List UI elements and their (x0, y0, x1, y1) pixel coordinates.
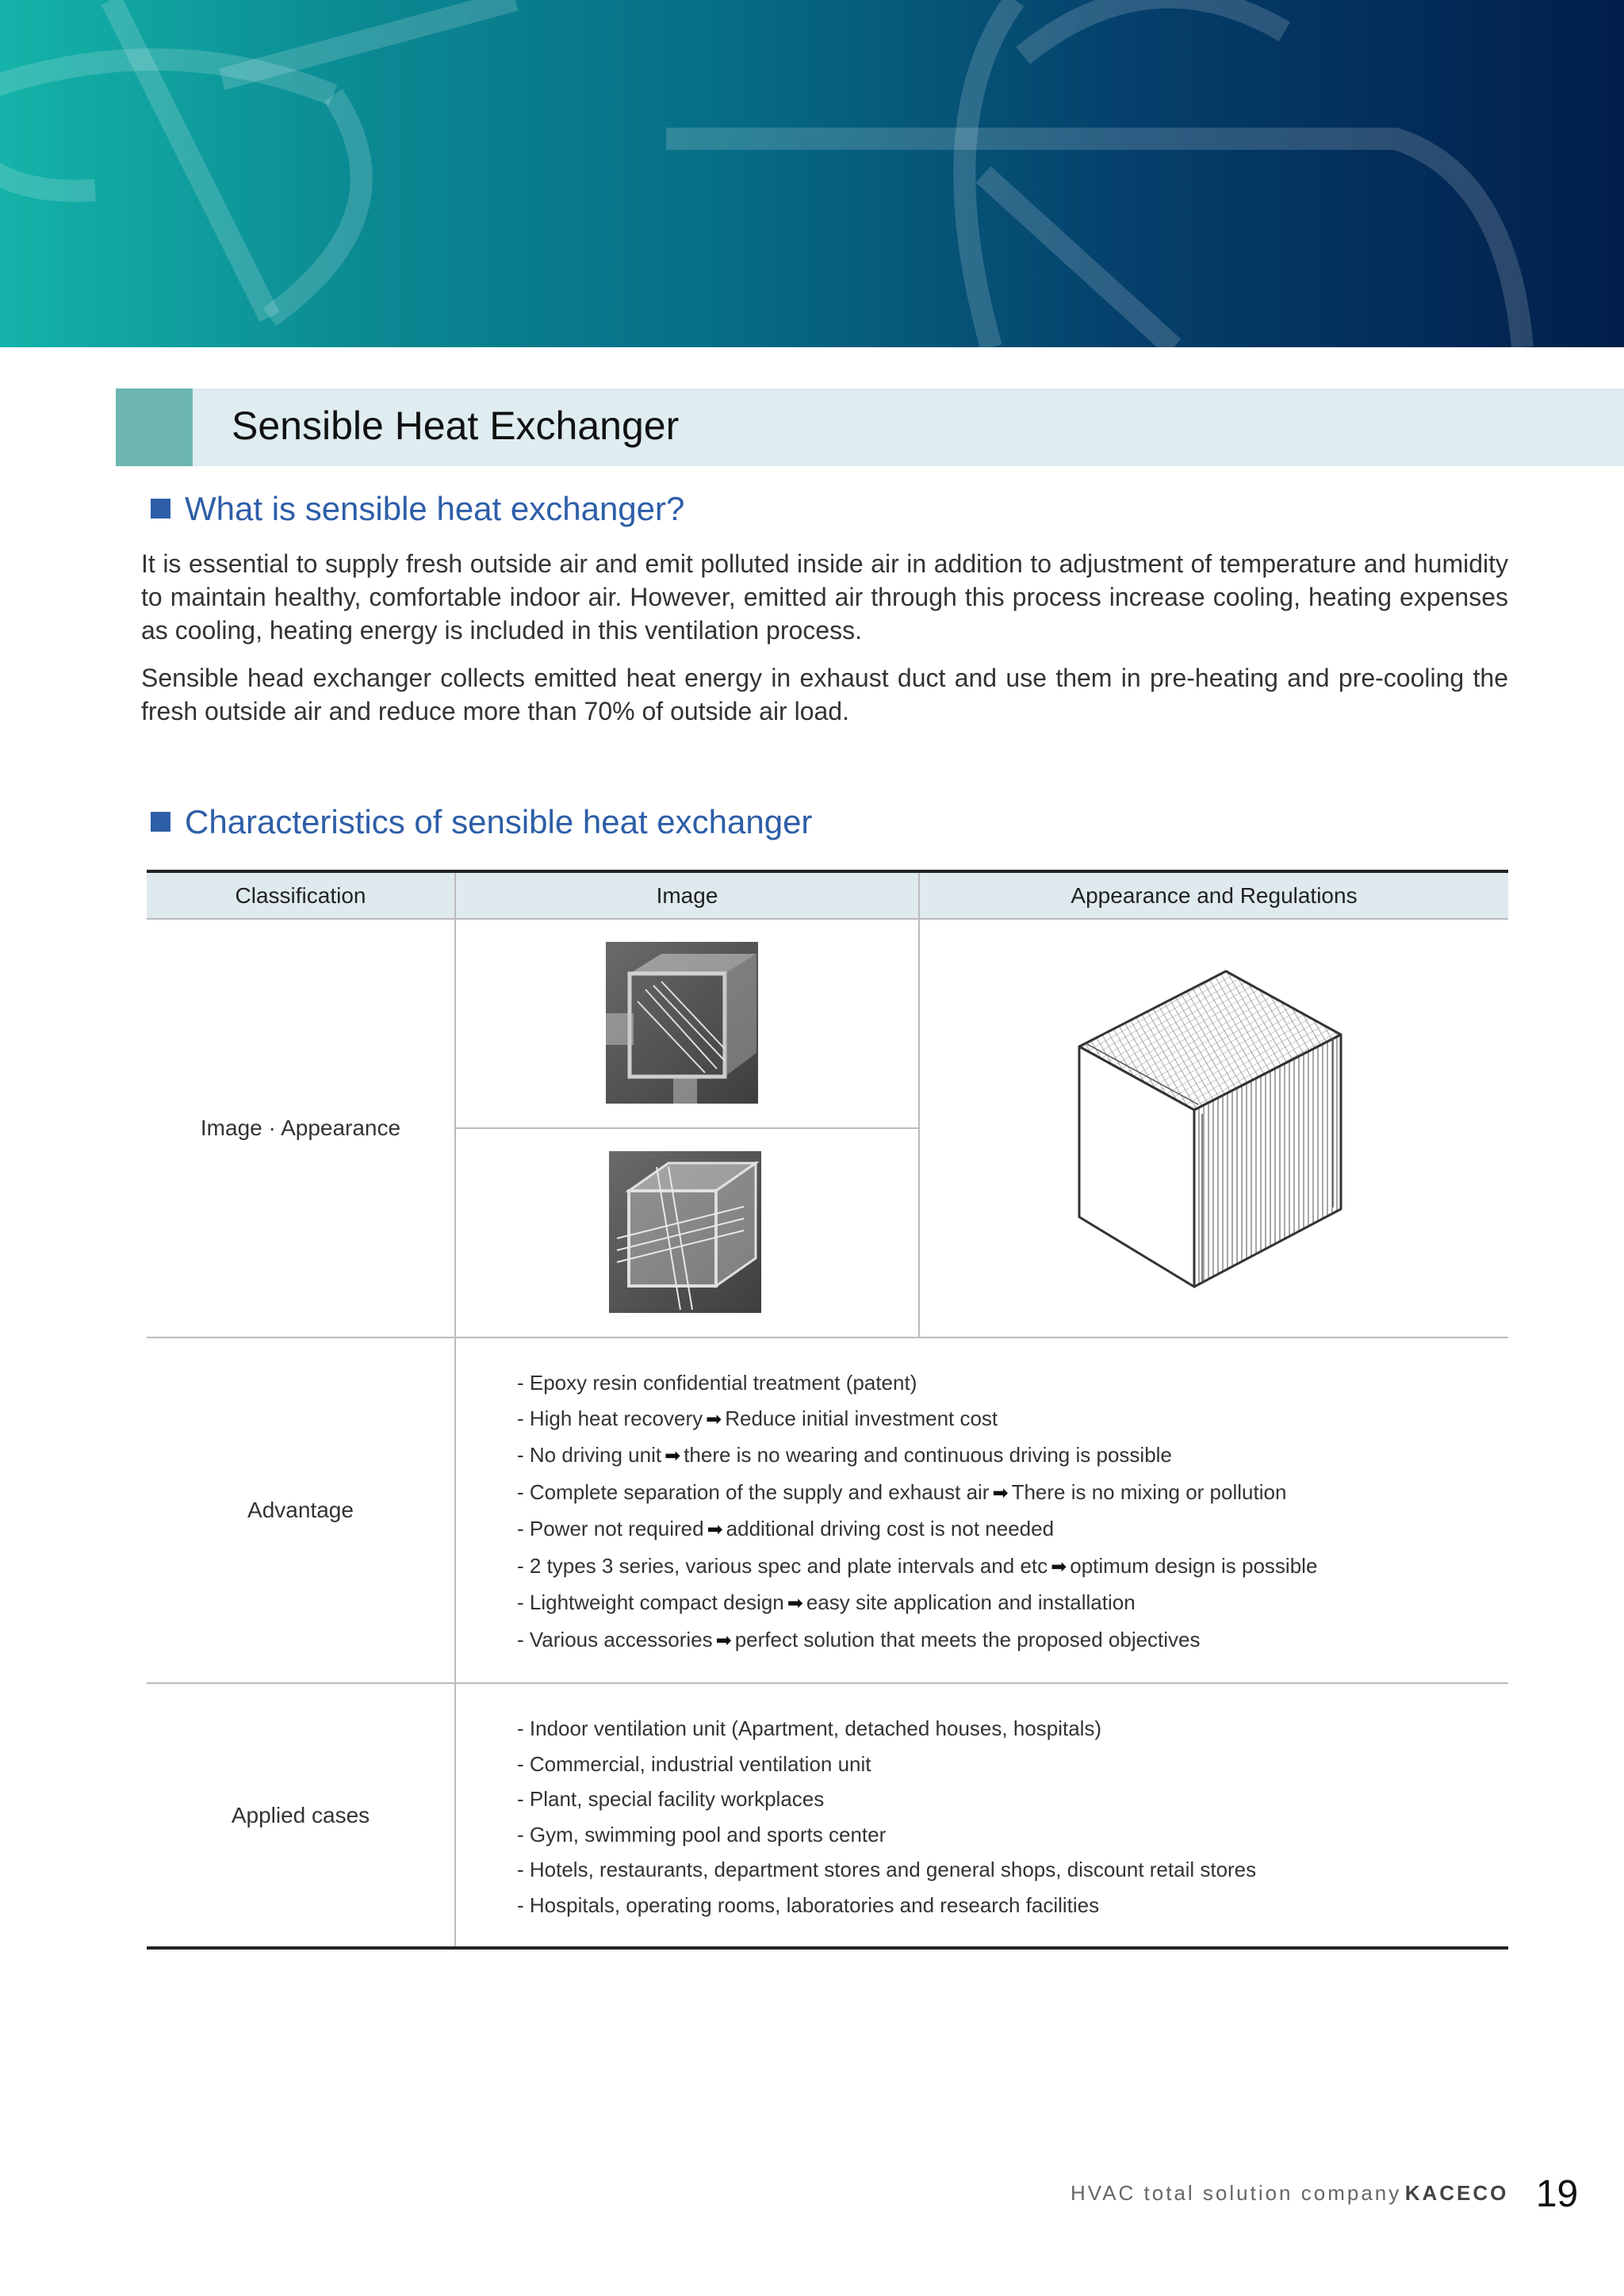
column-header-image: Image (455, 871, 919, 919)
advantage-content (455, 1337, 1508, 1683)
characteristics-heading (151, 803, 812, 841)
exchanger-photo-2 (609, 1151, 761, 1313)
arrow-right-icon: ➡ (787, 1593, 803, 1614)
list-item: - Plant, special facility workplaces (517, 1787, 825, 1811)
square-bullet-icon (151, 812, 170, 832)
arrow-right-icon: ➡ (1051, 1556, 1067, 1578)
list-item: - Hotels, restaurants, department stores and general shops, discount retail stores (517, 1858, 1257, 1881)
row-advantage (147, 1337, 1508, 1683)
page-footer (1071, 2172, 1579, 2216)
intro-paragraph-2: Sensible head exchanger collects emitted heat energy in exhaust duct and use them in pre-heating and pre-cooling the fresh outside air and reduce more than 70% of outside air load. (141, 664, 1508, 725)
footer-tagline: HVAC total solution company (1071, 2181, 1402, 2205)
characteristics-table (147, 870, 1508, 1950)
list-item: - 2 types 3 series, various spec and plate intervals and etc ➡ optimum design is possible (517, 1548, 1508, 1586)
list-item: - Complete separation of the supply and exhaust air ➡ There is no mixing or pollution (517, 1475, 1508, 1512)
characteristics-heading-text: Characteristics of sensible heat exchanger (185, 803, 813, 840)
list-item: - Indoor ventilation unit (Apartment, detached houses, hospitals) (517, 1716, 1102, 1740)
arrow-right-icon: ➡ (992, 1482, 1009, 1504)
arrow-right-icon: ➡ (665, 1445, 681, 1467)
list-item: - Hospitals, operating rooms, laboratories and research facilities (517, 1892, 1100, 1917)
row-label-applied-cases: Applied cases (147, 1683, 455, 1948)
list-item: - Lightweight compact design ➡ easy site application and installation (517, 1585, 1508, 1622)
row-label-advantage: Advantage (147, 1337, 455, 1683)
list-item: - Various accessories ➡ perfect solution that meets the proposed objectives (517, 1622, 1508, 1659)
column-header-classification: Classification (147, 871, 455, 919)
page-number: 19 (1535, 2173, 1579, 2215)
column-header-appearance: Appearance and Regulations (919, 871, 1508, 919)
image-slot-top (456, 920, 918, 1129)
what-heading (151, 490, 684, 528)
list-item: - Gym, swimming pool and sports center (517, 1822, 887, 1846)
exchanger-render-1-icon (606, 942, 758, 1104)
appearance-drawing-cell (919, 919, 1508, 1337)
list-item: - High heat recovery ➡ Reduce initial investment cost (517, 1401, 1508, 1438)
image-cell (455, 919, 919, 1337)
banner-decoration (0, 0, 1624, 347)
arrow-right-icon: ➡ (706, 1408, 722, 1430)
what-heading-text: What is sensible heat exchanger? (185, 490, 685, 527)
exchanger-render-2-icon (609, 1151, 761, 1313)
arrow-right-icon: ➡ (707, 1519, 723, 1540)
table-header-row (147, 871, 1508, 919)
square-bullet-icon (151, 499, 170, 519)
section-accent (116, 388, 193, 466)
row-applied-cases (147, 1683, 1508, 1948)
arrow-right-icon: ➡ (715, 1629, 732, 1651)
image-slot-bottom (456, 1129, 918, 1337)
heat-exchanger-cube-drawing (1063, 955, 1365, 1296)
exchanger-photo-1 (606, 942, 758, 1104)
intro-paragraph-1: It is essential to supply fresh outside air and emit polluted inside air in addition to adjustment of temperature and humidity to maintain healthy, comfortable indoor air. However, emitted air through this process increase cooling, heating expenses as cooling, heating energy is included in this ventilation process. (141, 549, 1508, 645)
row-image-appearance (147, 919, 1508, 1337)
list-item: - Commercial, industrial ventilation unit (517, 1751, 871, 1776)
page-title: Sensible Heat Exchanger (232, 404, 680, 448)
section-title-bar (116, 388, 1624, 466)
footer-brand: KACECO (1404, 2181, 1509, 2205)
list-item: - Epoxy resin confidential treatment (patent) (517, 1371, 917, 1395)
header-banner (0, 0, 1624, 347)
list-item: - No driving unit ➡ there is no wearing and continuous driving is possible (517, 1437, 1508, 1475)
applied-content (455, 1683, 1508, 1948)
row-label-image-appearance: Image · Appearance (147, 919, 455, 1337)
list-item: - Power not required ➡ additional driving cost is not needed (517, 1511, 1508, 1548)
